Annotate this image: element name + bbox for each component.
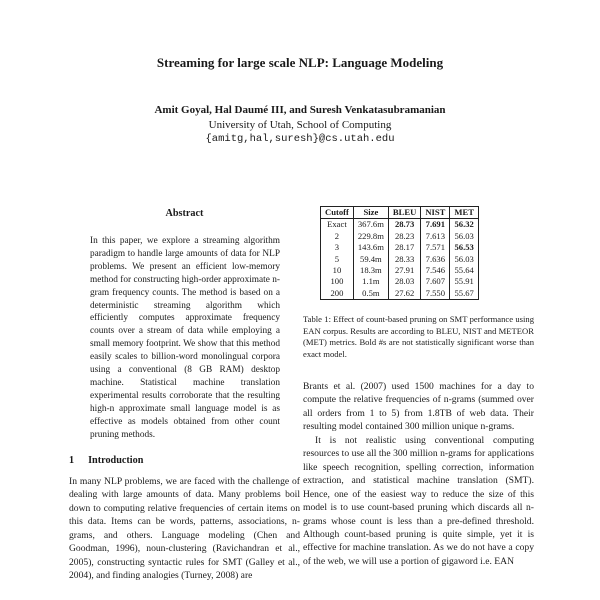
results-table (320, 206, 479, 300)
table-cell: 28.17 (388, 242, 420, 253)
table-cell: 55.67 (450, 288, 479, 300)
table-header-cell: BLEU (388, 207, 420, 219)
table-cell: 1.1m (353, 276, 388, 287)
table-header-row (321, 207, 479, 219)
table-row (321, 288, 479, 300)
table-cell: 56.53 (450, 242, 479, 253)
right-column-text (303, 380, 534, 568)
section-number: 1 (69, 455, 75, 466)
table-cell: 367.6m (353, 219, 388, 231)
table-cell: 28.23 (388, 231, 420, 242)
table-cell: 7.691 (421, 219, 450, 231)
table-cell: 10 (321, 265, 354, 276)
table-cell: 2 (321, 231, 354, 242)
paper-affiliation: University of Utah, School of Computing (208, 119, 392, 131)
table-header-cell: Cutoff (321, 207, 354, 219)
table-cell: 3 (321, 242, 354, 253)
table-cell: 7.546 (421, 265, 450, 276)
section-title: Introduction (88, 455, 144, 466)
table-cell: 100 (321, 276, 354, 287)
abstract-heading: Abstract (165, 208, 204, 219)
abstract-text: In this paper, we explore a streaming algorithm paradigm to handle large amounts of data for NLP problems. We present an efficient low-memory method for constructing high-order approximate n-gram frequency counts. The method is based on a deterministic streaming algorithm which efficiently computes approximate frequency counts over a stream of data while employing a small memory footprint. We show that this method easily scales to billion-word monolingual corpora using a conventional (8 GB RAM) desktop machine. Statistical machine translation experimental results corroborate that the resulting high-n approximate small language model is as effective as models obtained from other count pruning methods. (90, 236, 280, 440)
table-cell: 7.571 (421, 242, 450, 253)
table-cell: 7.636 (421, 254, 450, 265)
table-cell: 143.6m (353, 242, 388, 253)
table-cell: 28.33 (388, 254, 420, 265)
table-cell: 56.03 (450, 231, 479, 242)
table-row (321, 231, 479, 242)
table-cell: 18.3m (353, 265, 388, 276)
table-cell: 27.91 (388, 265, 420, 276)
table-cell: 55.91 (450, 276, 479, 287)
table-cell: 5 (321, 254, 354, 265)
table-cell: 27.62 (388, 288, 420, 300)
table-cell: 28.73 (388, 219, 420, 231)
table-cell: 229.8m (353, 231, 388, 242)
table-cell: 0.5m (353, 288, 388, 300)
table-header-cell: Size (353, 207, 388, 219)
table-header-cell: MET (450, 207, 479, 219)
table-row (321, 276, 479, 287)
table-cell: Exact (321, 219, 354, 231)
paper-email: {amitg,hal,suresh}@cs.utah.edu (205, 133, 395, 145)
table-cell: 7.550 (421, 288, 450, 300)
table-cell: 56.03 (450, 254, 479, 265)
table-cell: 55.64 (450, 265, 479, 276)
paragraph: Brants et al. (2007) used 1500 machines for a day to compute the relative frequencies of n-grams (summed over all orders from 1 to 5) from 1.8TB of web data. Their resulting model contained 300 million unique n-grams. (303, 381, 534, 433)
table-row (321, 254, 479, 265)
introduction-text: In many NLP problems, we are faced with the challenge of dealing with large amounts of data. Many problems boil down to computing relative frequencies of certain items on this data. Items can be words, patterns, associations, n-grams, and others. Language modeling (Chen and Goodman, 1996), noun-clustering (Ravichandran et al., 2005), constructing syntactic rules for SMT (Galley et al., 2004), and finding analogies (Turney, 2008) are (69, 476, 300, 582)
paragraph: It is not realistic using conventional computing resources to use all the 300 million n-grams for applications like speech recognition, spelling correction, information extraction, and statistical machine translation (SMT). Hence, one of the easiest way to reduce the size of this model is to use count-based pruning which discards all n-grams whose count is less than a pre-defined threshold. Although count-based pruning is quite simple, yet it is effective for machine translation. As we do not have a copy of the web, we will use a portion of gigaword i.e. EAN (303, 434, 534, 567)
table-row (321, 242, 479, 253)
table-header-cell: NIST (421, 207, 450, 219)
table-row (321, 219, 479, 231)
section-heading (69, 455, 143, 466)
paper-title: Streaming for large scale NLP: Language Modeling (156, 55, 444, 70)
table-cell: 28.03 (388, 276, 420, 287)
table-row (321, 265, 479, 276)
table-cell: 56.32 (450, 219, 479, 231)
table-cell: 7.607 (421, 276, 450, 287)
table-cell: 200 (321, 288, 354, 300)
table-cell: 7.613 (421, 231, 450, 242)
table-caption: Table 1: Effect of count-based pruning on SMT performance using EAN corpus. Results are according to BLEU, NIST and METEOR (MET) metrics. Bold #s are not statistically significant worse than exact model. (303, 314, 534, 359)
paper-authors: Amit Goyal, Hal Daumé III, and Suresh Venkatasubramanian (154, 104, 446, 116)
table-cell: 59.4m (353, 254, 388, 265)
